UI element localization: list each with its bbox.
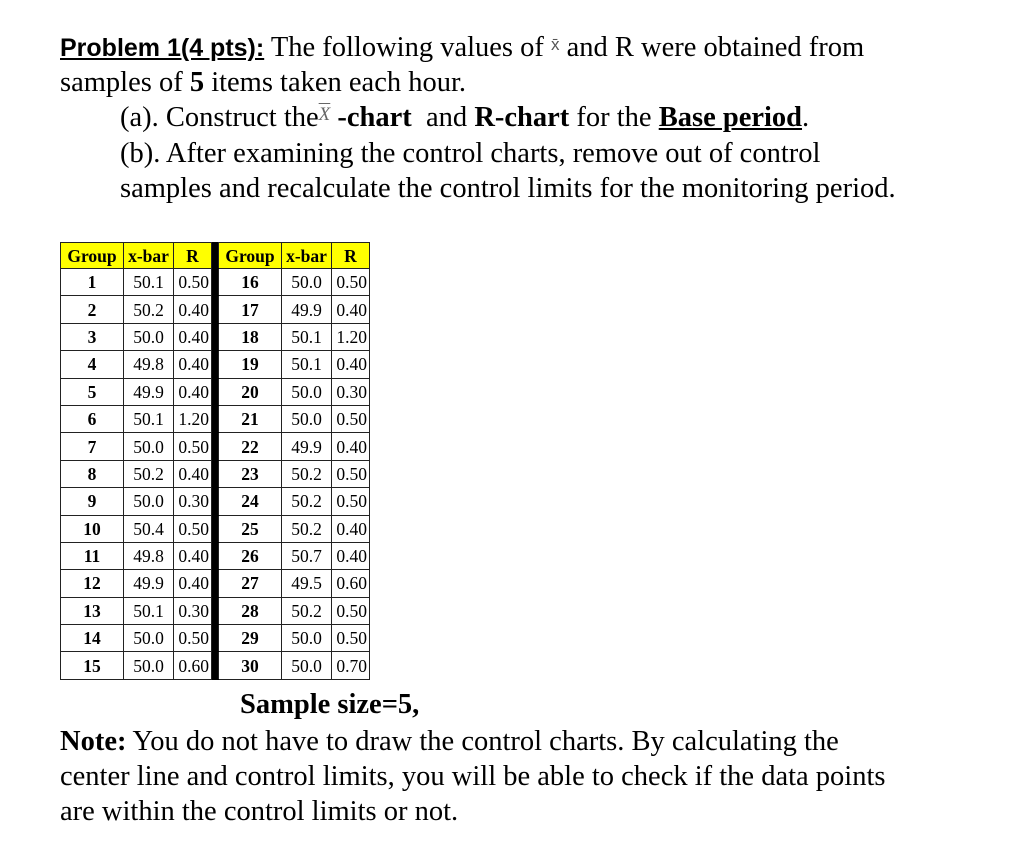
- r-cell: 0.50: [174, 625, 212, 652]
- xbar-cell: 50.4: [124, 515, 174, 542]
- xbar-italic-symbol: X: [318, 104, 331, 125]
- xbar-cell: 49.9: [282, 296, 332, 323]
- xbar-cell: 50.0: [282, 378, 332, 405]
- r-cell: 0.70: [332, 652, 370, 679]
- table-header-row: [61, 243, 370, 269]
- note-text-3: are within the control limits or not.: [60, 796, 459, 827]
- group-cell: 21: [219, 405, 282, 432]
- r-cell: 0.40: [332, 433, 370, 460]
- group-cell: 26: [219, 542, 282, 569]
- xbar-cell: 50.1: [124, 405, 174, 432]
- xbar-cell: 50.0: [282, 405, 332, 432]
- xbar-cell: 49.8: [124, 542, 174, 569]
- group-cell: 4: [61, 351, 124, 378]
- xbar-cell: 50.2: [282, 597, 332, 624]
- group-cell: 5: [61, 378, 124, 405]
- part-a-line: [120, 101, 809, 138]
- group-cell: 12: [61, 570, 124, 597]
- r-cell: 0.50: [332, 488, 370, 515]
- r-cell: 0.30: [174, 597, 212, 624]
- r-cell: 0.50: [332, 405, 370, 432]
- xbar-cell: 49.8: [124, 351, 174, 378]
- column-separator: [212, 243, 219, 269]
- group-cell: 7: [61, 433, 124, 460]
- r-cell: 0.50: [332, 460, 370, 487]
- xbar-cell: 50.0: [282, 625, 332, 652]
- table-row: [61, 351, 370, 378]
- column-separator: [212, 515, 219, 542]
- r-cell: 0.50: [174, 515, 212, 542]
- group-cell: 17: [219, 296, 282, 323]
- r-cell: 0.40: [174, 542, 212, 569]
- table-row: [61, 269, 370, 296]
- column-separator: [212, 323, 219, 350]
- group-cell: 18: [219, 323, 282, 350]
- group-cell: 3: [61, 323, 124, 350]
- column-separator: [212, 433, 219, 460]
- part-a-and: and: [426, 102, 468, 133]
- group-cell: 24: [219, 488, 282, 515]
- data-table: [60, 242, 370, 680]
- r-cell: 0.40: [332, 515, 370, 542]
- group-cell: 28: [219, 597, 282, 624]
- note-line-1: [60, 725, 839, 759]
- xbar-cell: 50.2: [124, 460, 174, 487]
- xbar-cell: 50.0: [124, 323, 174, 350]
- group-cell: 10: [61, 515, 124, 542]
- r-cell: 0.30: [174, 488, 212, 515]
- note-text-1: You do not have to draw the control charts. By calculating the: [132, 726, 839, 757]
- table-row: [61, 515, 370, 542]
- xbar-cell: 49.9: [124, 378, 174, 405]
- intro-text-1: The following values of: [270, 32, 544, 63]
- column-separator: [212, 488, 219, 515]
- xbar-cell: 50.2: [282, 515, 332, 542]
- table-row: [61, 570, 370, 597]
- note-line-2: [60, 760, 885, 794]
- r-cell: 0.40: [174, 351, 212, 378]
- xbar-cell: 50.0: [124, 652, 174, 679]
- r-cell: 1.20: [174, 405, 212, 432]
- r-cell: 0.40: [174, 570, 212, 597]
- column-separator: [212, 570, 219, 597]
- part-a-for: for the: [576, 102, 652, 133]
- xbar-cell: 50.0: [124, 433, 174, 460]
- header-r-2: R: [332, 243, 370, 269]
- r-cell: 0.40: [174, 323, 212, 350]
- r-cell: 0.30: [332, 378, 370, 405]
- note-text-2: center line and control limits, you will be able to check if the data points: [60, 761, 886, 792]
- header-r-1: R: [174, 243, 212, 269]
- table-row: [61, 597, 370, 624]
- group-cell: 29: [219, 625, 282, 652]
- r-cell: 0.50: [332, 625, 370, 652]
- xbar-cell: 50.7: [282, 542, 332, 569]
- column-separator: [212, 597, 219, 624]
- r-cell: 0.40: [332, 296, 370, 323]
- note-label: Note:: [60, 726, 127, 757]
- r-cell: 0.40: [174, 460, 212, 487]
- header-xbar-1: x-bar: [124, 243, 174, 269]
- problem-line-1: [60, 31, 864, 68]
- xbar-cell: 50.2: [282, 460, 332, 487]
- r-cell: 0.60: [174, 652, 212, 679]
- part-b-text-2: samples and recalculate the control limits for the monitoring period.: [120, 173, 896, 204]
- note-line-3: [60, 795, 458, 829]
- xbar-cell: 50.2: [124, 296, 174, 323]
- part-a-rchart: R-chart: [474, 102, 570, 133]
- intro-line2-num: 5: [189, 67, 205, 98]
- problem-heading: Problem 1(4 pts):: [60, 34, 265, 62]
- r-cell: 0.40: [174, 378, 212, 405]
- group-cell: 15: [61, 652, 124, 679]
- sample-size: Sample size=5,: [240, 689, 420, 720]
- table-row: [61, 652, 370, 679]
- header-group-2: Group: [219, 243, 282, 269]
- column-separator: [212, 296, 219, 323]
- r-cell: 0.40: [332, 351, 370, 378]
- xbar-cell: 50.0: [124, 625, 174, 652]
- part-b-text-1: (b). After examining the control charts, remove out of control: [120, 138, 821, 169]
- table-row: [61, 488, 370, 515]
- xbar-cell: 50.1: [282, 351, 332, 378]
- intro-line2-a: samples of: [60, 67, 183, 98]
- group-cell: 6: [61, 405, 124, 432]
- r-cell: 0.60: [332, 570, 370, 597]
- group-cell: 11: [61, 542, 124, 569]
- r-cell: 0.40: [174, 296, 212, 323]
- group-cell: 9: [61, 488, 124, 515]
- part-b-line-1: [120, 137, 820, 171]
- xbar-cell: 50.1: [124, 597, 174, 624]
- table-row: [61, 625, 370, 652]
- part-a-text: (a). Construct the: [120, 102, 319, 133]
- table-body: [61, 269, 370, 680]
- column-separator: [212, 269, 219, 296]
- table-row: [61, 433, 370, 460]
- table-row: [61, 542, 370, 569]
- intro-line2-b: items taken each hour.: [211, 67, 467, 98]
- r-cell: 0.50: [332, 269, 370, 296]
- xbar-cell: 50.0: [282, 269, 332, 296]
- table-row: [61, 460, 370, 487]
- r-cell: 1.20: [332, 323, 370, 350]
- part-a-base-period: Base period: [658, 102, 803, 133]
- column-separator: [212, 652, 219, 679]
- xbar-cell: 50.1: [282, 323, 332, 350]
- column-separator: [212, 405, 219, 432]
- group-cell: 2: [61, 296, 124, 323]
- group-cell: 1: [61, 269, 124, 296]
- group-cell: 13: [61, 597, 124, 624]
- group-cell: 14: [61, 625, 124, 652]
- column-separator: [212, 625, 219, 652]
- xbar-cell: 50.0: [124, 488, 174, 515]
- xbar-cell: 50.2: [282, 488, 332, 515]
- xbar-cell: 49.9: [124, 570, 174, 597]
- group-cell: 19: [219, 351, 282, 378]
- table-row: [61, 378, 370, 405]
- part-a-dot: .: [802, 102, 810, 133]
- table-row: [61, 296, 370, 323]
- group-cell: 20: [219, 378, 282, 405]
- xbar-cell: 49.5: [282, 570, 332, 597]
- r-cell: 0.50: [174, 269, 212, 296]
- group-cell: 16: [219, 269, 282, 296]
- column-separator: [212, 351, 219, 378]
- r-cell: 0.50: [174, 433, 212, 460]
- group-cell: 27: [219, 570, 282, 597]
- part-a-chart: -chart: [337, 102, 412, 133]
- xbar-cell: 50.0: [282, 652, 332, 679]
- table-row: [61, 405, 370, 432]
- column-separator: [212, 460, 219, 487]
- part-b-line-2: [120, 172, 896, 206]
- problem-line-2: [60, 66, 466, 100]
- xbar-cell: 50.1: [124, 269, 174, 296]
- r-cell: 0.40: [332, 542, 370, 569]
- header-xbar-2: x-bar: [282, 243, 332, 269]
- xbar-cell: 49.9: [282, 433, 332, 460]
- column-separator: [212, 378, 219, 405]
- header-group-1: Group: [61, 243, 124, 269]
- intro-text-2: and R were obtained from: [566, 32, 865, 63]
- group-cell: 22: [219, 433, 282, 460]
- xbar-symbol: x̄: [551, 35, 560, 54]
- group-cell: 30: [219, 652, 282, 679]
- group-cell: 8: [61, 460, 124, 487]
- group-cell: 23: [219, 460, 282, 487]
- column-separator: [212, 542, 219, 569]
- group-cell: 25: [219, 515, 282, 542]
- r-cell: 0.50: [332, 597, 370, 624]
- table-row: [61, 323, 370, 350]
